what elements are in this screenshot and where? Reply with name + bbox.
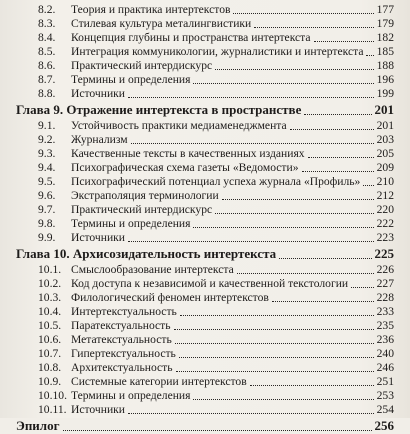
toc-entry-title: Смыслообразование интертекста — [71, 263, 234, 276]
toc-entry — [0, 277, 410, 291]
toc-page-number: 179 — [376, 17, 394, 30]
toc-page-number: 254 — [376, 403, 394, 416]
toc-chapter-heading — [0, 102, 410, 118]
toc-chapter-heading — [0, 418, 410, 434]
toc-page-number: 225 — [374, 246, 394, 261]
toc-page-number: 203 — [376, 133, 394, 146]
toc-leader-dots — [254, 27, 374, 28]
toc-leader-dots — [193, 227, 374, 228]
toc-leader-dots — [215, 69, 374, 70]
toc-page-number: 240 — [376, 347, 394, 360]
toc-entry-title: Системные категории интертекстов — [71, 375, 247, 388]
toc-entry-number: 8.8. — [38, 87, 56, 100]
toc-entry — [0, 291, 410, 305]
toc-page-number: 205 — [376, 147, 394, 160]
toc-page-number: 222 — [376, 217, 394, 230]
toc-leader-dots — [128, 97, 374, 98]
toc-entry-title: Практический интердискурс — [71, 203, 213, 216]
toc-entry — [0, 31, 410, 45]
toc-leader-dots — [175, 343, 374, 344]
toc-entry — [0, 3, 410, 17]
toc-page-number: 227 — [376, 277, 394, 290]
toc-entry-title: Интертекстуальность — [71, 305, 177, 318]
toc-page-number: 185 — [376, 45, 394, 58]
toc-entry-title: Практический интердискурс — [71, 59, 213, 72]
toc-entry-number: 10.5. — [38, 319, 62, 332]
toc-leader-dots — [290, 129, 374, 130]
toc-leader-dots — [180, 315, 374, 316]
toc-entry-number: 8.2. — [38, 3, 56, 16]
toc-entry-number: 9.3. — [38, 147, 56, 160]
toc-page-number: 210 — [376, 175, 394, 188]
toc-entry-number: 9.5. — [38, 175, 56, 188]
toc-leader-dots — [250, 385, 374, 386]
toc-entry-title: Стилевая культура металингвистики — [71, 17, 252, 30]
toc-entry-title: Теория и практика интертекстов — [71, 3, 231, 16]
toc-entry-title: Метатекстуальность — [71, 333, 172, 346]
toc-entry-title: Психографическая схема газеты «Ведомости» — [71, 161, 299, 174]
toc-entry-number: 9.7. — [38, 203, 56, 216]
toc-page-number: 246 — [376, 361, 394, 374]
toc-leader-dots — [314, 41, 374, 42]
toc-entry — [0, 175, 410, 189]
toc-page-number: 251 — [376, 375, 394, 388]
toc-entry — [0, 217, 410, 231]
toc-chapter-heading — [0, 246, 410, 262]
toc-entry-number: 10.1. — [38, 263, 62, 276]
toc-entry-title: Архитекстуальность — [71, 361, 173, 374]
toc-entry-number: 9.4. — [38, 161, 56, 174]
toc-leader-dots — [63, 430, 372, 431]
toc-entry — [0, 375, 410, 389]
toc-entry-number: 10.7. — [38, 347, 62, 360]
toc-chapter-title: Глава 9. Отражение интертекста в пространстве — [16, 102, 302, 117]
toc-page-number: 182 — [376, 31, 394, 44]
toc-leader-dots — [222, 199, 374, 200]
toc-leader-dots — [237, 273, 374, 274]
toc-leader-dots — [351, 287, 374, 288]
toc-entry-title: Термины и определения — [71, 389, 191, 402]
toc-entry-title: Термины и определения — [71, 73, 191, 86]
toc-entry — [0, 59, 410, 73]
toc-leader-dots — [131, 143, 374, 144]
toc-entry — [0, 45, 410, 59]
toc-entry-title: Гипертекстуальность — [71, 347, 176, 360]
toc-entry-title: Концепция глубины и пространства интертекста — [71, 31, 311, 44]
toc-entry-number: 10.6. — [38, 333, 62, 346]
toc-leader-dots — [179, 357, 374, 358]
toc-entry-number: 9.2. — [38, 133, 56, 146]
toc-entry — [0, 203, 410, 217]
toc-entry — [0, 333, 410, 347]
toc-entry — [0, 231, 410, 245]
toc-entry-title: Термины и определения — [71, 217, 191, 230]
toc-entry — [0, 361, 410, 375]
toc-entry — [0, 17, 410, 31]
toc-entry-title: Интеграция коммуникологии, журналистики и интертекста — [71, 45, 364, 58]
toc-page-number: 188 — [376, 59, 394, 72]
toc-leader-dots — [174, 329, 374, 330]
toc-entry-number: 10.3. — [38, 291, 62, 304]
toc-entry — [0, 161, 410, 175]
toc-page-number: 201 — [374, 102, 394, 117]
toc-leader-dots — [233, 13, 374, 14]
toc-entry-title: Филологический феномен интертекстов — [71, 291, 269, 304]
toc-entry — [0, 263, 410, 277]
toc-entry — [0, 189, 410, 203]
toc-entry-number: 8.5. — [38, 45, 56, 58]
toc-leader-dots — [272, 301, 374, 302]
toc-page-number: 226 — [376, 263, 394, 276]
toc-entry-title: Код доступа к независимой и качественной текстологии — [71, 277, 349, 290]
toc-page-number: 253 — [376, 389, 394, 402]
toc-page-number: 223 — [376, 231, 394, 244]
toc-entry-number: 10.4. — [38, 305, 62, 318]
toc-entry — [0, 73, 410, 87]
toc-chapter-title: Эпилог — [16, 418, 60, 433]
toc-entry-number: 8.6. — [38, 59, 56, 72]
toc-entry-number: 10.8. — [38, 361, 62, 374]
toc-entry-title: Журнализм — [71, 133, 128, 146]
toc-page-number: 209 — [376, 161, 394, 174]
toc-entry-title: Источники — [71, 231, 126, 244]
toc-entry-number: 8.3. — [38, 17, 56, 30]
toc-entry — [0, 119, 410, 133]
toc-entry-number: 9.1. — [38, 119, 56, 132]
toc-entry — [0, 403, 410, 417]
toc-leader-dots — [128, 413, 374, 414]
toc-entry-number: 10.2. — [38, 277, 62, 290]
toc-entry-title: Психографический потенциал успеха журнала «Профиль» — [71, 175, 361, 188]
toc-entry-number: 9.9. — [38, 231, 56, 244]
toc-entry-number: 10.11. — [38, 403, 67, 416]
toc-leader-dots — [215, 213, 374, 214]
toc-page-number: 235 — [376, 319, 394, 332]
toc-page-number: 201 — [376, 119, 394, 132]
toc-page-number: 220 — [376, 203, 394, 216]
toc-leader-dots — [193, 83, 374, 84]
toc-entry — [0, 319, 410, 333]
toc-entry-title: Источники — [71, 403, 126, 416]
toc-entry-number: 9.8. — [38, 217, 56, 230]
toc-entry-number: 9.6. — [38, 189, 56, 202]
toc-entry — [0, 389, 410, 403]
toc-page-number: 212 — [376, 189, 394, 202]
toc-entry-title: Качественные тексты в качественных изданиях — [71, 147, 305, 160]
toc-leader-dots — [304, 114, 372, 115]
toc-entry — [0, 133, 410, 147]
toc-page-number: 177 — [376, 3, 394, 16]
toc-chapter-title: Глава 10. Архисозидательность интертекста — [16, 246, 277, 261]
toc-leader-dots — [308, 157, 374, 158]
toc-page-number: 256 — [374, 418, 394, 433]
toc-entry — [0, 347, 410, 361]
toc-leader-dots — [193, 399, 374, 400]
toc-entry — [0, 147, 410, 161]
toc-leader-dots — [302, 171, 374, 172]
toc-leader-dots — [279, 258, 372, 259]
toc-page-number: 228 — [376, 291, 394, 304]
toc-entry-title: Экстраполяция терминологии — [71, 189, 219, 202]
toc-entry-number: 8.4. — [38, 31, 56, 44]
toc-entry-title: Устойчивость практики медиаменеджмента — [71, 119, 287, 132]
toc-leader-dots — [176, 371, 374, 372]
toc-entry-number: 10.10. — [38, 389, 67, 402]
toc-leader-dots — [128, 241, 374, 242]
toc-leader-dots — [363, 185, 374, 186]
toc-entry — [0, 305, 410, 319]
toc-page-number: 196 — [376, 73, 394, 86]
toc-page-number: 233 — [376, 305, 394, 318]
toc-page-number: 199 — [376, 87, 394, 100]
toc-entry-title: Источники — [71, 87, 126, 100]
toc-page-number: 236 — [376, 333, 394, 346]
toc-entry-number: 10.9. — [38, 375, 62, 388]
toc-leader-dots — [366, 55, 374, 56]
toc-entry — [0, 87, 410, 101]
toc-entry-number: 8.7. — [38, 73, 56, 86]
toc-entry-title: Паратекстуальность — [71, 319, 171, 332]
